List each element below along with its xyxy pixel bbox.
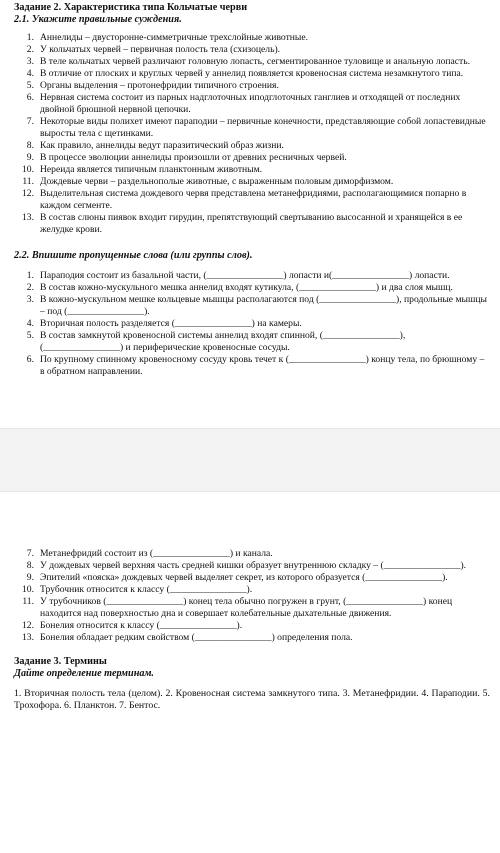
fill-in-list-part1 <box>14 270 490 378</box>
item-text: Нереида является типичным планктонным животным. <box>40 164 263 175</box>
item-number: 4. <box>26 318 34 329</box>
item-number: 13. <box>22 212 34 223</box>
item-number: 4. <box>26 68 34 79</box>
list-item <box>14 164 490 176</box>
worksheet-top <box>0 2 500 378</box>
item-number: 8. <box>26 560 34 571</box>
item-number: 1. <box>26 32 34 43</box>
item-text: Метанефридий состоит из (________________) и канала. <box>40 548 273 559</box>
list-item <box>14 354 490 378</box>
item-number: 13. <box>22 632 34 643</box>
item-text: В состав кожно-мускульного мешка аннелид входят кутикула, (________________) и два слоя мышц. <box>40 282 453 293</box>
list-item <box>14 560 490 572</box>
item-text: Параподия состоит из базальной части, (________________) лопасти и(________________) лопасти. <box>40 270 450 281</box>
worksheet-bottom <box>0 548 500 712</box>
item-text: Дождевые черви – раздельнополые животные, с выраженным половым диморфизмом. <box>40 176 394 187</box>
task3-title: Задание 3. Термины <box>14 656 107 667</box>
item-text: Как правило, аннелиды ведут паразитический образ жизни. <box>40 140 284 151</box>
list-item <box>14 140 490 152</box>
list-item <box>14 32 490 44</box>
list-item <box>14 318 490 330</box>
item-number: 11. <box>22 596 34 607</box>
fill-in-list-part2 <box>14 548 490 644</box>
item-number: 11. <box>22 176 34 187</box>
item-text: В кожно-мускульном мешке кольцевые мышцы располагаются под (________________), продольные мышцы – под (________________). <box>40 294 487 317</box>
list-item <box>14 632 490 644</box>
list-item <box>14 188 490 212</box>
item-number: 12. <box>22 188 34 199</box>
item-number: 2. <box>26 44 34 55</box>
item-text: У трубочников (________________) конец тела обычно погружен в грунт, (________________) конец находится над поверхностью дна и совершает колебательные дыхательные движения. <box>40 596 453 619</box>
item-number: 8. <box>26 140 34 151</box>
item-text: В состав слюны пиявок входит гирудин, препятствующий свертыванию высосанной и хранящейся в ее желудке крови. <box>40 212 463 235</box>
item-text: Некоторые виды полихет имеют параподии – первичные конечности, представляющие собой лопастевидные выросты тела с щетинками. <box>40 116 486 139</box>
list-item <box>14 548 490 560</box>
list-item <box>14 572 490 584</box>
item-number: 2. <box>26 282 34 293</box>
item-number: 6. <box>26 92 34 103</box>
list-item <box>14 152 490 164</box>
item-text: Бонелия относится к классу (________________). <box>40 620 243 631</box>
item-number: 3. <box>26 294 34 305</box>
list-item <box>14 80 490 92</box>
item-text: Вторичная полость разделяется (________________) на камеры. <box>40 318 302 329</box>
list-item <box>14 330 490 354</box>
list-item <box>14 92 490 116</box>
item-number: 9. <box>26 152 34 163</box>
item-number: 1. <box>26 270 34 281</box>
item-text: Органы выделения – протонефридии типичного строения. <box>40 80 279 91</box>
item-text: В состав замкнутой кровеносной системы аннелид входят спинной, (________________), (________________) и периферические кровеносные сосуды. <box>40 330 406 353</box>
page-break-divider <box>0 428 500 492</box>
list-item <box>14 212 490 236</box>
item-text: Нервная система состоит из парных надглоточных иподглоточных ганглиев и отходящей от последних двойной брюшной нервной цепочки. <box>40 92 461 115</box>
list-item <box>14 620 490 632</box>
task2-1-heading: 2.1. Укажите правильные суждения. <box>14 14 182 25</box>
list-item <box>14 56 490 68</box>
item-number: 7. <box>26 548 34 559</box>
item-text: У дождевых червей верхняя часть средней кишки образует внутреннюю складку – (________________). <box>40 560 467 571</box>
task2-title: Задание 2. Характеристика типа Кольчатые черви <box>14 2 248 13</box>
item-text: У кольчатых червей – первичная полость тела (схизоцель). <box>40 44 281 55</box>
list-item <box>14 584 490 596</box>
item-text: В отличие от плоских и круглых червей у аннелид появляется кровеносная система незамкнутого типа. <box>40 68 464 79</box>
item-text: Выделительная система дождевого червя представлена метанефридиями, располагающимися попарно в каждом сегменте. <box>40 188 467 211</box>
item-number: 5. <box>26 80 34 91</box>
item-text: В процессе эволюции аннелиды произошли от древних ресничных червей. <box>40 152 347 163</box>
item-number: 7. <box>26 116 34 127</box>
worksheet-page <box>0 2 500 712</box>
list-item <box>14 176 490 188</box>
item-text: Трубочник относится к классу (________________). <box>40 584 253 595</box>
task2-2-heading: 2.2. Впишите пропущенные слова (или группы слов). <box>14 250 253 261</box>
item-number: 10. <box>22 584 34 595</box>
item-text: Бонелия обладает редким свойством (________________) определения пола. <box>40 632 353 643</box>
list-item <box>14 596 490 620</box>
list-item <box>14 270 490 282</box>
item-number: 5. <box>26 330 34 341</box>
item-number: 10. <box>22 164 34 175</box>
list-item <box>14 294 490 318</box>
item-number: 3. <box>26 56 34 67</box>
item-text: Аннелиды – двусторонне-симметричные трехслойные животные. <box>40 32 309 43</box>
task3-heading: Дайте определение терминам. <box>14 668 154 679</box>
item-text: По крупному спинному кровеносному сосуду кровь течет к (________________) концу тела, по брюшному – в обратном направлении. <box>40 354 485 377</box>
item-number: 6. <box>26 354 34 365</box>
item-number: 12. <box>22 620 34 631</box>
item-text: Эпителий «пояска» дождевых червей выделяет секрет, из которого образуется (________________). <box>40 572 448 583</box>
item-text: В теле кольчатых червей различают головную лопасть, сегментированное туловище и анальную лопасть. <box>40 56 471 67</box>
item-number: 9. <box>26 572 34 583</box>
statements-list <box>14 32 490 236</box>
list-item <box>14 68 490 80</box>
list-item <box>14 44 490 56</box>
terms-list: 1. Вторичная полость тела (целом). 2. Кровеносная система замкнутого типа. 3. Метанефридии. 4. Параподии. 5. Трохофора. 6. Планктон. 7. Бентос. <box>14 688 490 711</box>
list-item <box>14 282 490 294</box>
list-item <box>14 116 490 140</box>
